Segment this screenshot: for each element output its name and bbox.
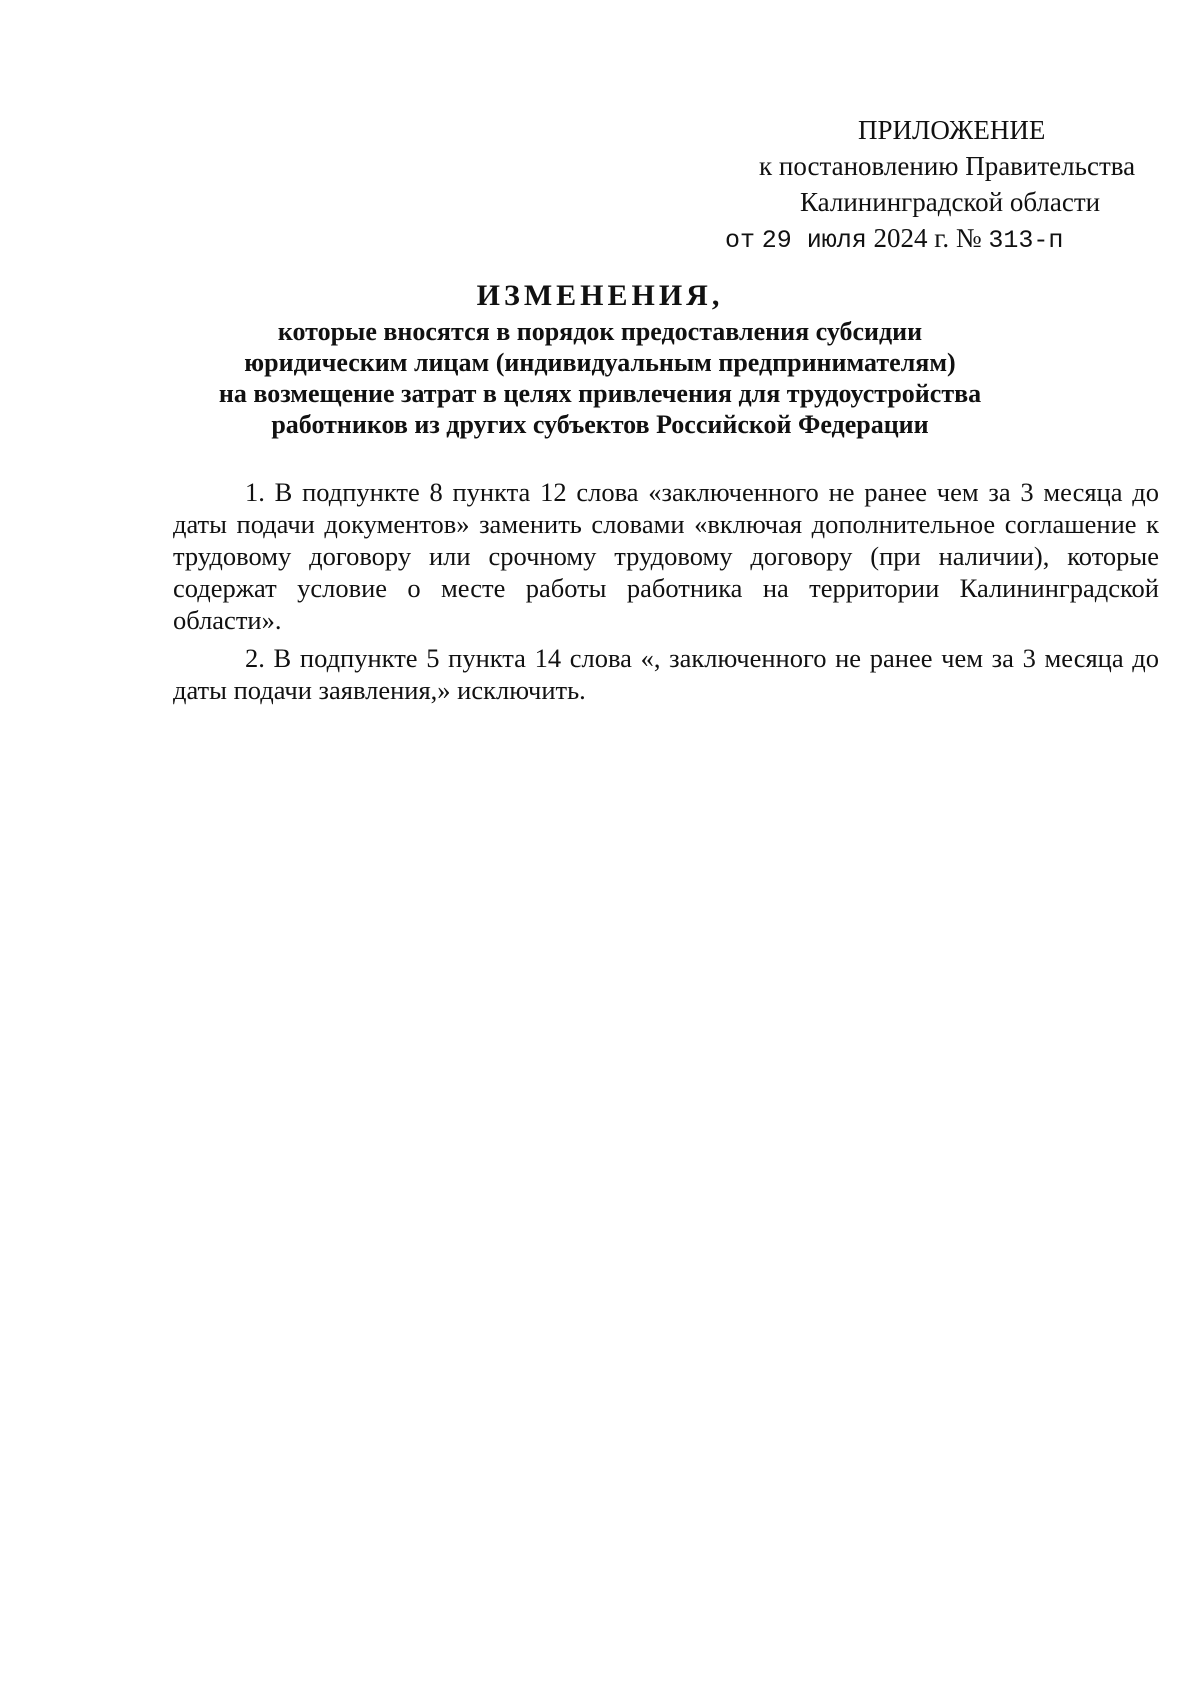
document-heading — [0, 276, 1200, 440]
amendment-item-2: 2. В подпункте 5 пункта 14 слова «, заключенного не ранее чем за 3 месяца до даты подачи заявления,» исключить. — [173, 643, 1159, 705]
heading-subtitle-line: юридическим лицам (индивидуальным предпринимателям) — [244, 348, 956, 377]
heading-subtitle-line: на возмещение затрат в целях привлечения для трудоустройства — [218, 379, 982, 408]
appendix-date-line — [690, 220, 1190, 259]
appendix-block — [690, 112, 1190, 259]
heading-subtitle-line: работников из других субъектов Российской Федерации — [271, 410, 929, 439]
appendix-title: ПРИЛОЖЕНИЕ — [858, 115, 1046, 145]
document-body — [173, 476, 1159, 712]
appendix-to-resolution: к постановлению Правительства — [759, 151, 1136, 181]
resolution-number: 313-п — [988, 226, 1064, 255]
appendix-region: Калининградской области — [800, 187, 1101, 217]
date-prefix: от — [725, 226, 756, 255]
amendment-item-1: 1. В подпункте 8 пункта 12 слова «заключенного не ранее чем за 3 месяца до даты подачи документов» заменить словами «включая дополнительное соглашение к трудовому договору или срочному трудовому договору (при наличии), которые содержат условие о месте работы работника на территории Калининградской области». — [173, 477, 1159, 635]
heading-subtitle-line: которые вносятся в порядок предоставления субсидии — [277, 317, 923, 346]
heading-title: ИЗМЕНЕНИЯ, — [476, 279, 724, 312]
date-typed: 29 июля — [761, 226, 867, 255]
year-number-label: 2024 г. № — [873, 223, 982, 253]
